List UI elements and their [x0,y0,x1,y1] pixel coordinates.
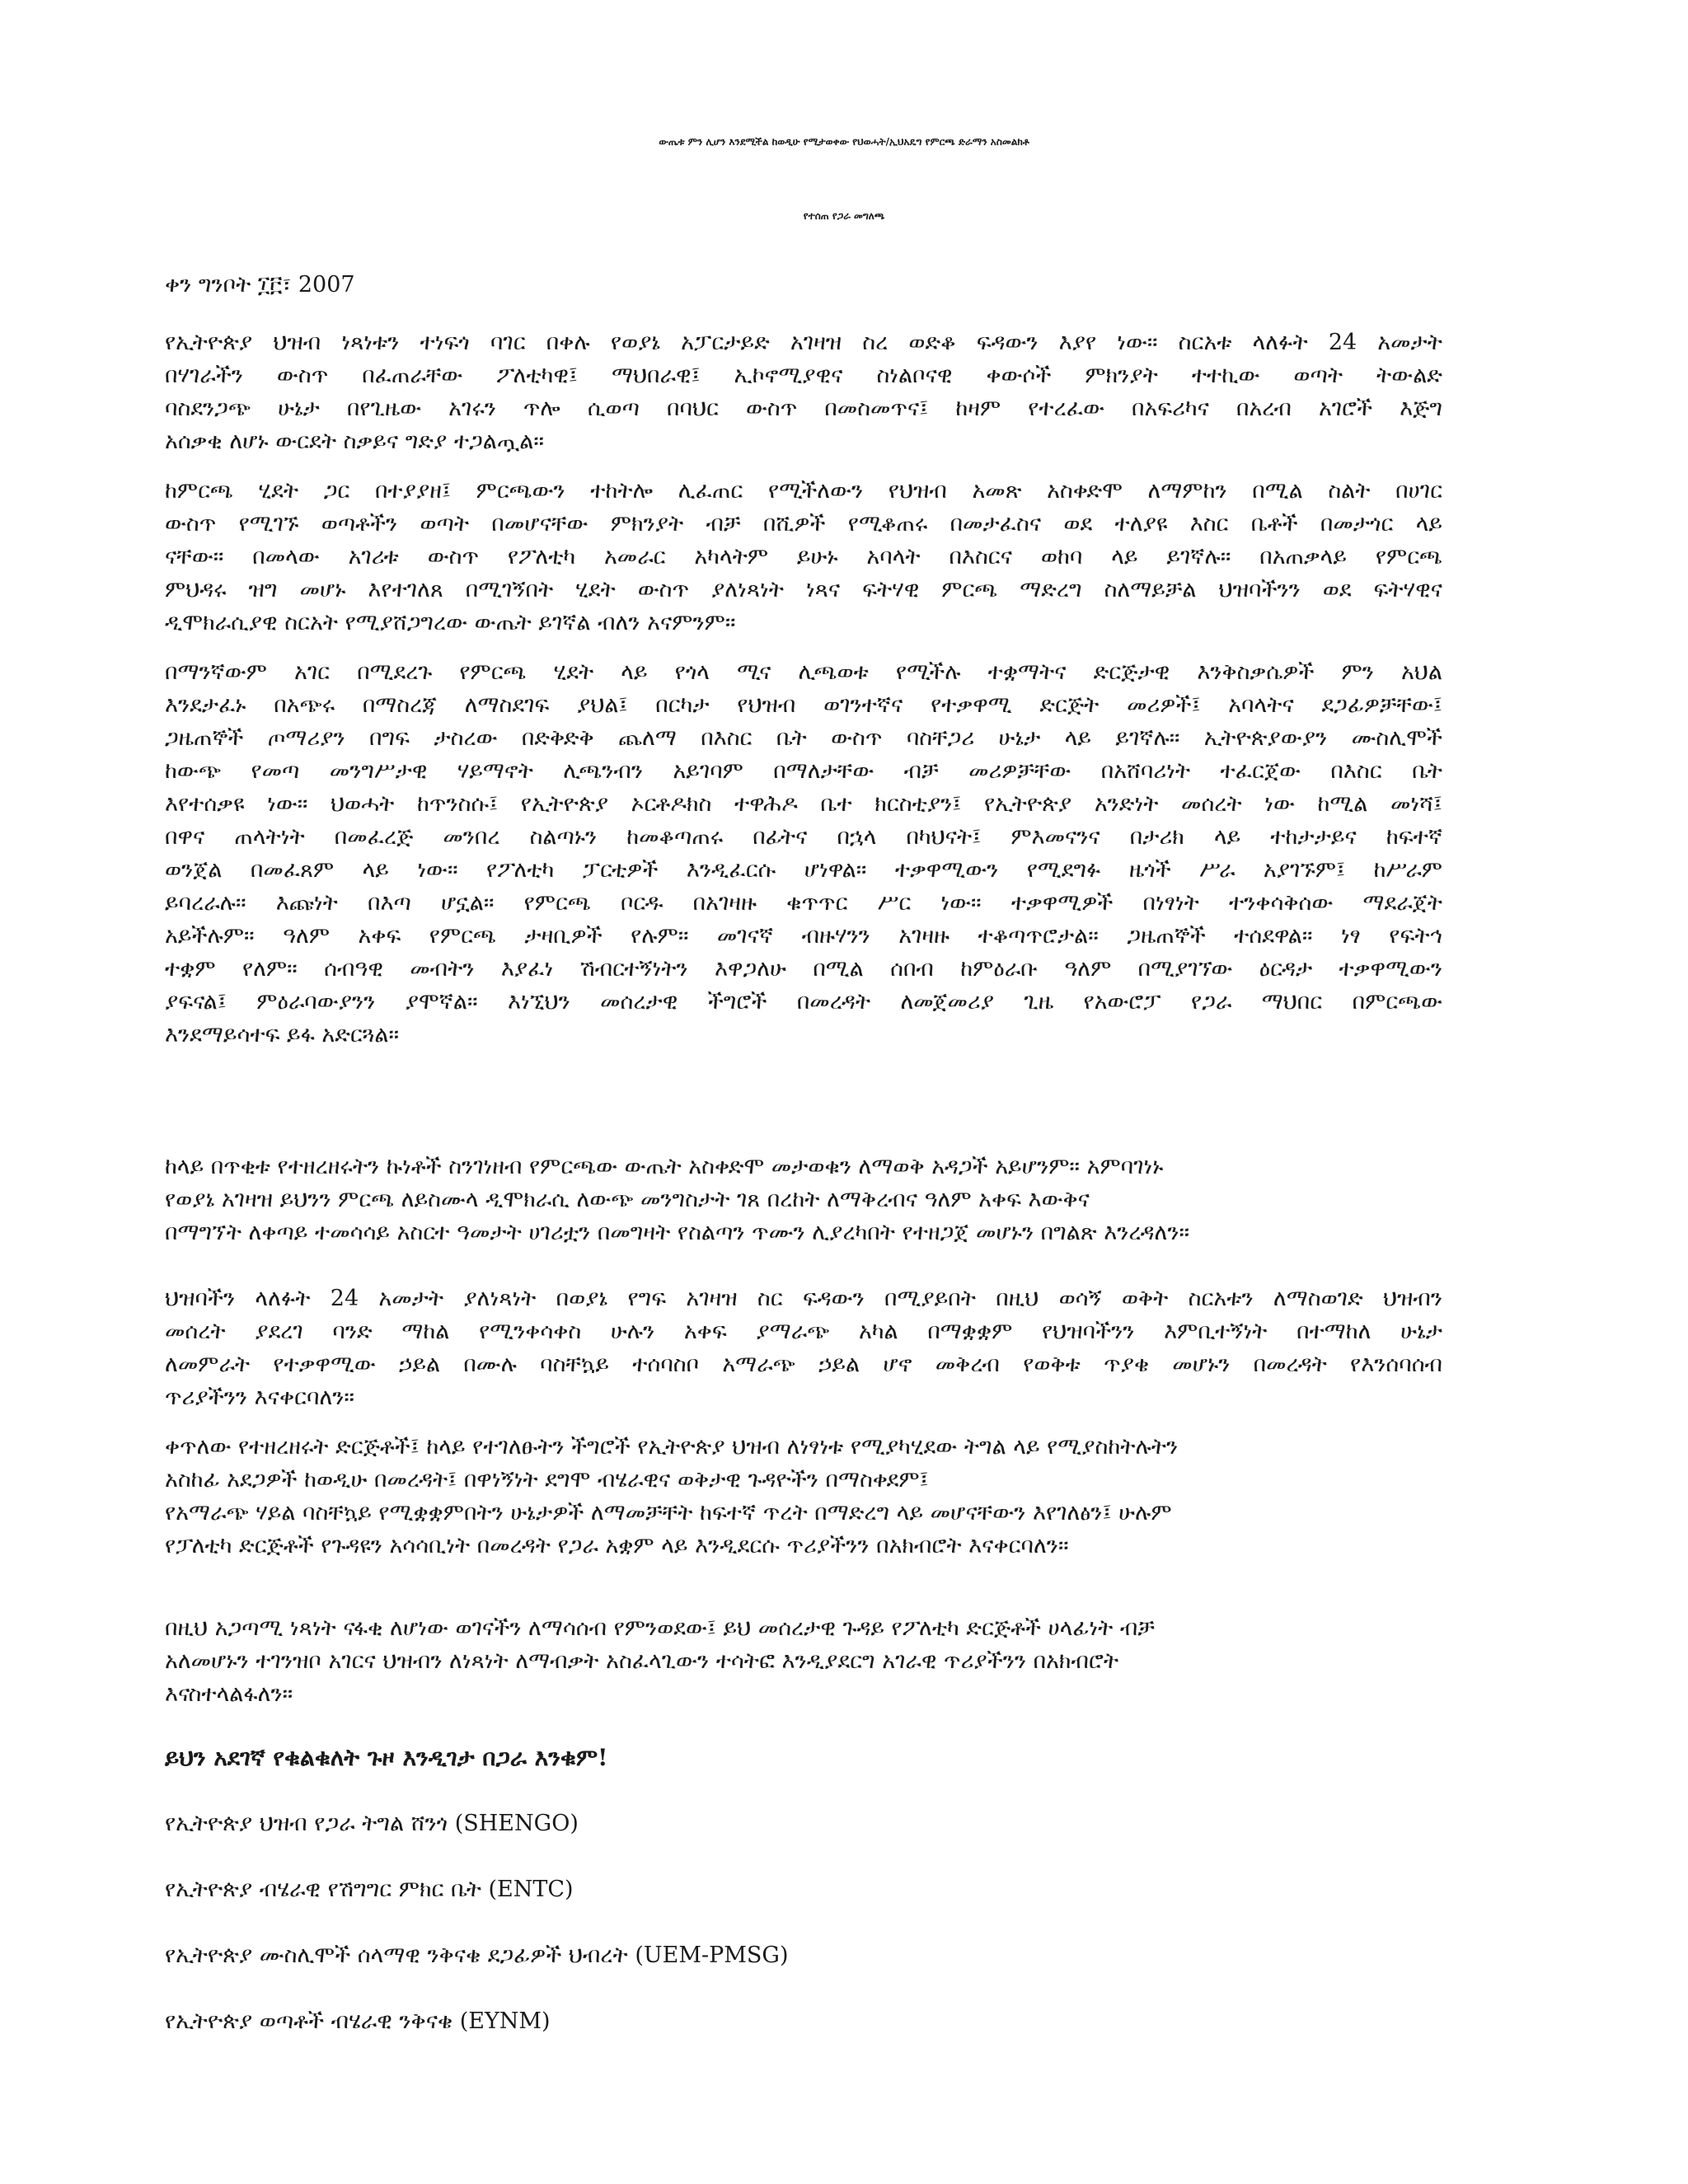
paragraph-line: እንደታፈኑ በአጭሩ በማስረጃ ለማስደገፍ ያህል፤ በርካታ የህዝብ ወገንተኛና የተቃዋሚ ድርጅት መሪዎች፤ አባላትና ደጋፊዎቻቸው፤ [165,692,1442,718]
paragraph-line: አለመሆኑን ተገንዝቦ አገርና ህዝብን ለነጻነት ለማብቃት አስፈላጊውን ተሳትፎ እንዲያደርግ አገራዊ ጥሪያችንን በአክብሮት [165,1648,1119,1674]
document-date: ቀን ግንቦት ፲፫፣ 2007 [165,272,355,298]
paragraph-7 [165,1612,1442,1711]
paragraph-line: እንደማይሳተፍ ይፋ አድርጓል። [165,1022,400,1047]
paragraph-line: አይችሉም። ዓለም አቀፍ የምርጫ ታዛቢዎች የሉም። መገናኛ ብዙሃንን አገዛዙ ተቆጣጥሮታል። ጋዜጠኞች ተሰደዋል። ነፃ የፍትኅ [165,923,1442,949]
paragraph-line: ያፍናል፤ ምዕራባውያንን ያሞኛል። እነኚህን መሰረታዊ ችግሮች በመረዳት ለመጀመሪያ ጊዜ የአውሮፓ የጋራ ማህበር በምርጫው [165,989,1442,1015]
paragraph-line: ባስደንጋጭ ሁኔታ በየጊዜው አገሩን ጥሎ ሲወጣ በባህር ውስጥ በመስመጥና፤ ከዛም የተረፈው በአፍሪካና በአረብ አገሮች እጅግ [165,396,1442,421]
paragraph-line: መሰረት ያደረገ ባንድ ማከል የሚንቀሳቀስ ሁሉን አቀፍ ያማራጭ አካል በማቋቋም የህዝባችንን እምቢተኝነት በተማከለ ሁኔታ [165,1319,1442,1344]
paragraph-line: ቀጥለው የተዘረዘሩት ድርጅቶች፤ ከላይ የተገለፁትን ችግሮች የኢትዮጵያ ህዝብ ለነፃነቱ የሚያካሂደው ትግል ላይ የሚያስከትሉትን [165,1434,1179,1460]
paragraph-line: ወንጀል በመፈጸም ላይ ነው። የፖለቲካ ፓርቲዎች እንዲፈርሱ ሆነዋል። ተቃዋሚውን የሚደግፉ ዜጎች ሥራ አያገኙም፤ ከሥራም [165,857,1442,883]
paragraph-2 [165,475,1442,640]
signatory-eynm: የኢትዮጵያ ወጣቶች ብሄራዊ ንቅናቄ (EYNM) [165,2008,551,2034]
closing-slogan: ይህን አደገኛ የቁልቁለት ጉዞ እንዲገታ በጋራ እንቁም! [165,1744,608,1771]
paragraph-line: የኢትዮጵያ ህዝብ ነጻነቱን ተነፍጎ ባገር በቀሉ የወያኔ አፓርታይድ አገዛዝ ስረ ወድቆ ፍዳውን እያየ ነው። ስርአቱ ላለፉት 24 አመታት [165,330,1442,355]
paragraph-line: የወያኔ አገዛዝ ይህንን ምርጫ ለይስሙላ ዲሞክራሲ ለውጭ መንግስታት ገጸ በረከት ለማቅረብና ዓለም አቀፍ እውቅና [165,1187,1090,1212]
paragraph-1 [165,326,1442,458]
paragraph-line: ህዝባችን ላለፉት 24 አመታት ያለነጻነት በወያኔ የግፍ አገዛዝ ስር ፍዳውን በሚያይበት በዚህ ወሳኝ ወቅት ስርአቱን ለማስወገድ ህዝብን [165,1286,1442,1311]
paragraph-line: ናቸው። በመላው አገሪቱ ውስጥ የፖለቲካ አመራር አካላትም ይሁኑ አባላት በእስርና ወከባ ላይ ይገኛሉ። በአጠቃላይ የምርጫ [165,544,1442,569]
document-title-line-1: ውጤቱ ምን ሊሆን እንደሚችል ከወዲሁ የሚታወቀው የህወሓት/ኢህአዴግ የምርጫ ድራማን አስመልክቶ [659,136,1029,148]
paragraph-line: ዲሞክራሲያዊ ስርአት የሚያሸጋግረው ውጤት ይገኛል ብለን አናምንም። [165,610,736,635]
document-title-line-2: የተሰጠ የጋራ መግለጫ [803,210,885,222]
paragraph-line: ጥሪያችንን እናቀርባለን። [165,1385,355,1410]
paragraph-line: በዚህ አጋጣሚ ነጻነት ናፋቂ ለሆነው ወገናችን ለማሳሰብ የምንወደው፤ ይህ መሰረታዊ ጉዳይ የፖለቲካ ድርጅቶች ሀላፊነት ብቻ [165,1615,1155,1641]
paragraph-line: በማግኘት ለቀጣይ ተመሳሳይ አስርተ ዓመታት ሀገሪቷን በመግዛት የስልጣን ጥሙን ሊያረካበት የተዘጋጀ መሆኑን በግልጽ እንረዳለን። [165,1220,1190,1245]
paragraph-line: አስከፊ አደጋዎች ከወዲሁ በመረዳት፤ በዋነኝነት ደግሞ ብሄራዊና ወቅታዊ ጉዳዮችን በማስቀደም፤ [165,1467,929,1493]
paragraph-line: ከላይ በጥቂቱ የተዘረዘሩትን ኩነቶች ስንገነዘብ የምርጫው ውጤት አስቀድሞ መታወቁን ለማወቅ አዳጋች አይሆንም። አምባገነኑ [165,1154,1164,1179]
paragraph-line: አሰቃቂ ለሆኑ ውርደት ስቃይና ግድያ ተጋልጧል። [165,429,544,454]
paragraph-line: ይባረራሉ። እጩነት በእጣ ሆኗል። የምርጫ ቦርዱ በአገዛዙ ቁጥጥር ሥር ነው። ተቃዋሚዎች በነፃነት ተንቀሳቅሰው ማደራጀት [165,890,1442,916]
paragraph-line: የአማራጭ ሃይል ባስቸኳይ የሚቋቋምበትን ሁኔታዎች ለማመቻቸት ከፍተኛ ጥረት በማድረግ ላይ መሆናቸውን እየገለፅን፤ ሁሉም [165,1500,1172,1526]
paragraph-line: የፓለቲካ ድርጅቶች የጉዳዩን አሳሳቢነት በመረዳት የጋራ አቋም ላይ እንዲደርሱ ጥሪያችንን በአክብሮት እናቀርባለን። [165,1533,1069,1558]
signatory-entc: የኢትዮጵያ ብሄራዊ የሽግግር ምክር ቤት (ENTC) [165,1877,574,1902]
signatory-shengo: የኢትዮጵያ ህዝብ የጋራ ትግል ሸንጎ (SHENGO) [165,1811,579,1836]
paragraph-line: ከውጭ የመጣ መንግሥታዊ ሃይማኖት ሊጫንብን አይገባም በማለታቸው ብቻ መሪዎቻቸው በአሸባሪነት ተፈርጀው በእስር ቤት [165,758,1442,784]
signatory-uem-pmsg: የኢትዮጵያ ሙስሊሞች ሰላማዊ ንቅናቄ ደጋፊዎች ህብረት (UEM-PMSG) [165,1943,789,1968]
paragraph-line: ተቋም የለም። ሰብዓዊ መብትን እያፈነ ሽብርተኝነትን እዋጋለሁ በሚል ሰበብ ከምዕራቡ ዓለም በሚያገኘው ዕርዳታ ተቃዋሚውን [165,956,1442,982]
paragraph-line: ለመምራት የተቃዋሚው ኃይል በሙሉ ባስቸኳይ ተሰባስቦ አማራጭ ኃይል ሆኖ መቅረብ የወቅቱ ጥያቄ መሆኑን በመረዳት የእንሰባሰብ [165,1352,1442,1377]
paragraph-6 [165,1431,1442,1563]
paragraph-4 [165,1151,1442,1249]
paragraph-line: በሃገራችን ውስጥ በፈጠራቸው ፖለቲካዊ፤ ማህበራዊ፤ ኢኮኖሚያዊና ስነልቦናዊ ቀውሶች ምክንያት ተተኪው ወጣት ትውልድ [165,363,1442,388]
paragraph-line: እየተሰቃዩ ነው። ህወሓት ከጥንስሱ፤ የኢትዮጵያ ኦርቶዶክስ ተዋሕዶ ቤተ ክርስቲያን፤ የኢትዮጵያ አንድነት መሰረት ነው ከሚል መነሻ፤ [165,791,1442,817]
paragraph-line: ከምርጫ ሂደት ጋር በተያያዘ፤ ምርጫውን ተከትሎ ሊፈጠር የሚችለውን የህዝብ አመጽ አስቀድሞ ለማምከን በሚል ስልት በሀገር [165,478,1442,504]
paragraph-line: በማንኛውም አገር በሚደረጉ የምርጫ ሂደት ላይ የጎላ ሚና ሊጫወቱ የሚችሉ ተቋማትና ድርጅታዊ እንቅስቃሴዎች ምን አህል [165,659,1442,685]
paragraph-line: እናስተላልፋለን። [165,1681,293,1707]
paragraph-line: ጋዜጠኞች ጦማሪያን በግፍ ታስረው በድቅድቅ ጨለማ በእስር ቤት ውስጥ ባስቸጋሪ ሁኔታ ላይ ይገኛሉ። ኢትዮጵያውያን ሙስሊሞች [165,725,1442,751]
paragraph-5 [165,1282,1442,1414]
paragraph-3 [165,656,1442,1052]
paragraph-line: ውስጥ የሚገኙ ወጣቶችን ወጣት በመሆናቸው ምክንያት ብቻ በሺዎች የሚቆጠሩ በመታፈስና ወደ ተለያዩ እስር ቤቶች በመታጎር ላይ [165,511,1442,537]
paragraph-line: ምህዳሩ ዝግ መሆኑ እየተገለጸ በሚገኝበት ሂደት ውስጥ ያለነጻነት ነጻና ፍትሃዊ ምርጫ ማድረግ ስለማይቻል ህዝባችንን ወደ ፍትሃዊና [165,577,1442,602]
paragraph-line: በዋና ጠላትነት በመፈረጅ መንበረ ስልጣኑን ከመቆጣጠሩ በፊትና በኋላ በካህናት፤ ምእመናንና በታሪክ ላይ ተከታታይና ከፍተኛ [165,824,1442,850]
